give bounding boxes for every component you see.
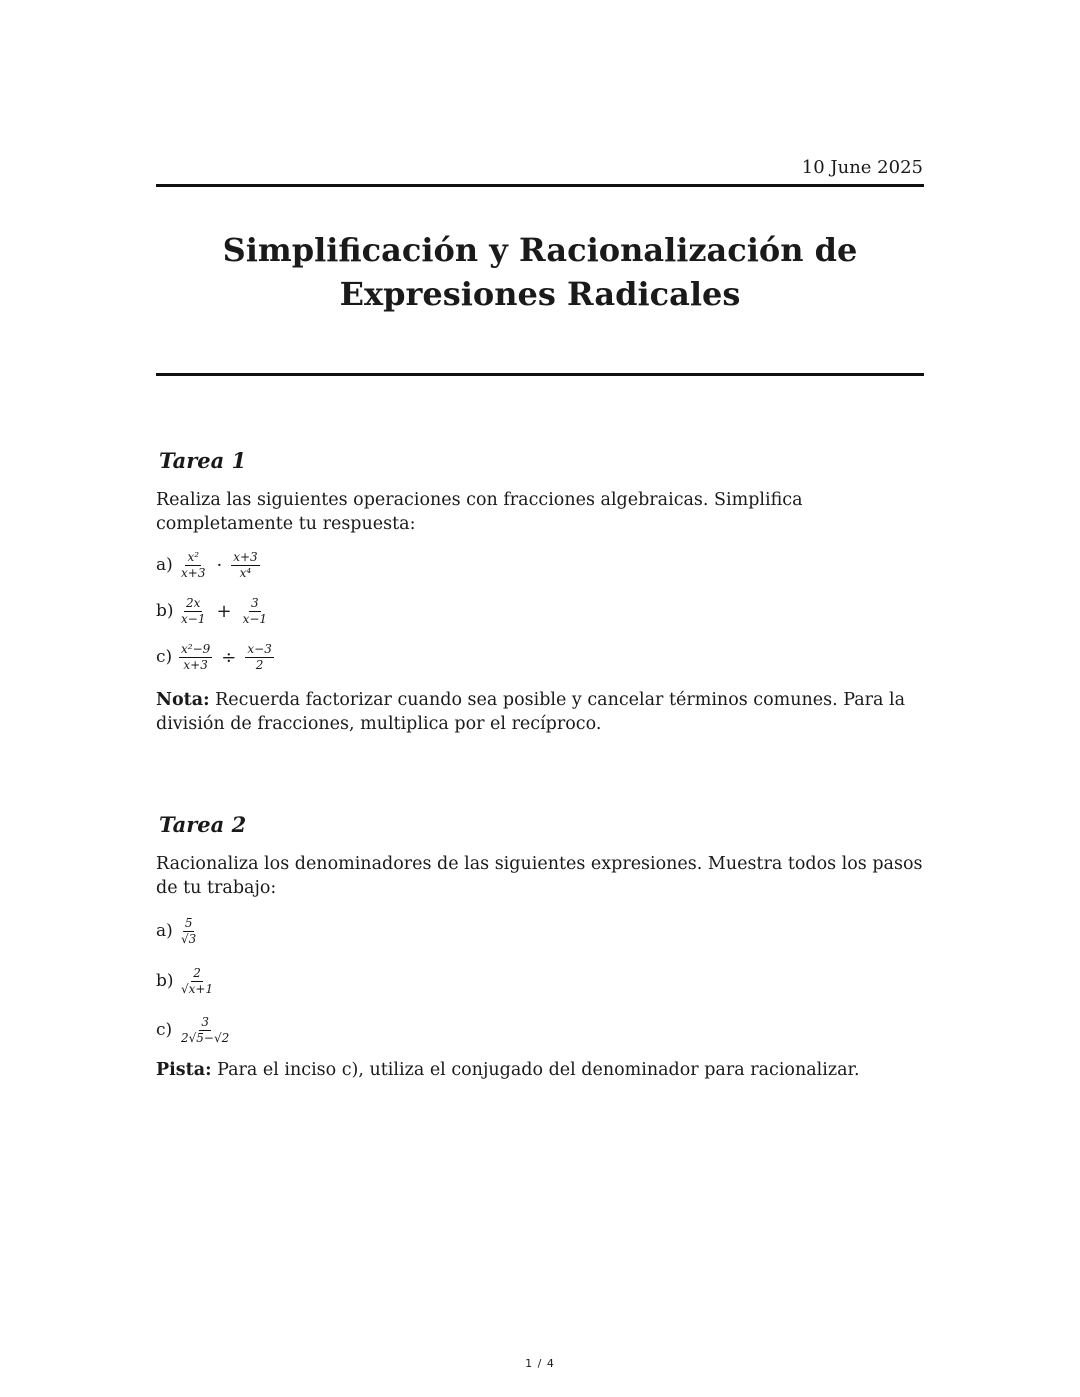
list-item: b) $\frac{2x}{x-1}$ + $\frac{3}{x-1}$ — [156, 595, 268, 626]
operator: + — [216, 600, 232, 622]
list-item: b) $\frac{2}{√x+1}$ — [156, 965, 214, 996]
operator: · — [216, 554, 223, 576]
list-item: a) $\frac{\text{x²}}{x+3}$ · $\frac{x+3}{\text{x⁴}}$ — [156, 549, 258, 580]
tarea-1-items — [156, 542, 924, 680]
fraction: $\frac{x+3}{\text{x⁴}}$ — [233, 549, 258, 580]
tarea-1-intro: Realiza las siguientes operaciones con fracciones algebraicas. Simplifica completamente tu respuesta: — [156, 490, 803, 534]
fraction: $\frac{2x}{x-1}$ — [181, 595, 206, 626]
list-item: a) $\frac{5}{√3}$ — [156, 915, 197, 946]
fraction: $\frac{\text{x²}}{x+3}$ — [181, 549, 206, 580]
document-date: 10 June 2025 — [801, 157, 923, 178]
fraction: $\frac{2}{√x+1}$ — [181, 965, 214, 996]
tarea-2-hint: Pista: Para el inciso c), utiliza el conjugado del denominador para racionalizar. — [156, 1060, 860, 1080]
page-number: 1 / 4 — [525, 1357, 555, 1370]
tarea-2-intro: Racionaliza los denominadores de las siguientes expresiones. Muestra todos los pasos de tu trabajo: — [156, 854, 923, 898]
tarea-2-items — [156, 906, 924, 1054]
fraction: $\frac{x-3}{2}$ — [247, 641, 272, 672]
fraction: $\frac{3}{x-1}$ — [242, 595, 268, 626]
operator: ÷ — [221, 646, 237, 668]
title-rule — [156, 373, 924, 376]
fraction: $\frac{\text{x²−9}}{x+3}$ — [181, 641, 211, 672]
tarea-1-heading: Tarea 1 — [159, 448, 247, 473]
header-rule — [156, 184, 924, 187]
tarea-2-heading: Tarea 2 — [159, 812, 247, 837]
tarea-1-section — [156, 448, 924, 736]
title-line-1: Simplificación y Racionalización de — [222, 231, 858, 269]
tarea-2-section — [156, 812, 924, 1082]
list-item: c) $\frac{\text{x²−9}}{x+3}$ ÷ $\frac{x-3}{2}$ — [156, 641, 272, 672]
fraction: $\frac{3}{2√5-√2}$ — [181, 1014, 230, 1045]
fraction: $\frac{5}{√3}$ — [181, 915, 197, 946]
page-title — [156, 228, 924, 316]
tarea-1-note: Nota: Recuerda factorizar cuando sea posible y cancelar términos comunes. Para la división de fracciones, multiplica por el recíproco. — [156, 690, 906, 734]
list-item: c) $\frac{3}{2√5-√2}$ — [156, 1014, 230, 1045]
title-line-2: Expresiones Radicales — [339, 275, 741, 313]
